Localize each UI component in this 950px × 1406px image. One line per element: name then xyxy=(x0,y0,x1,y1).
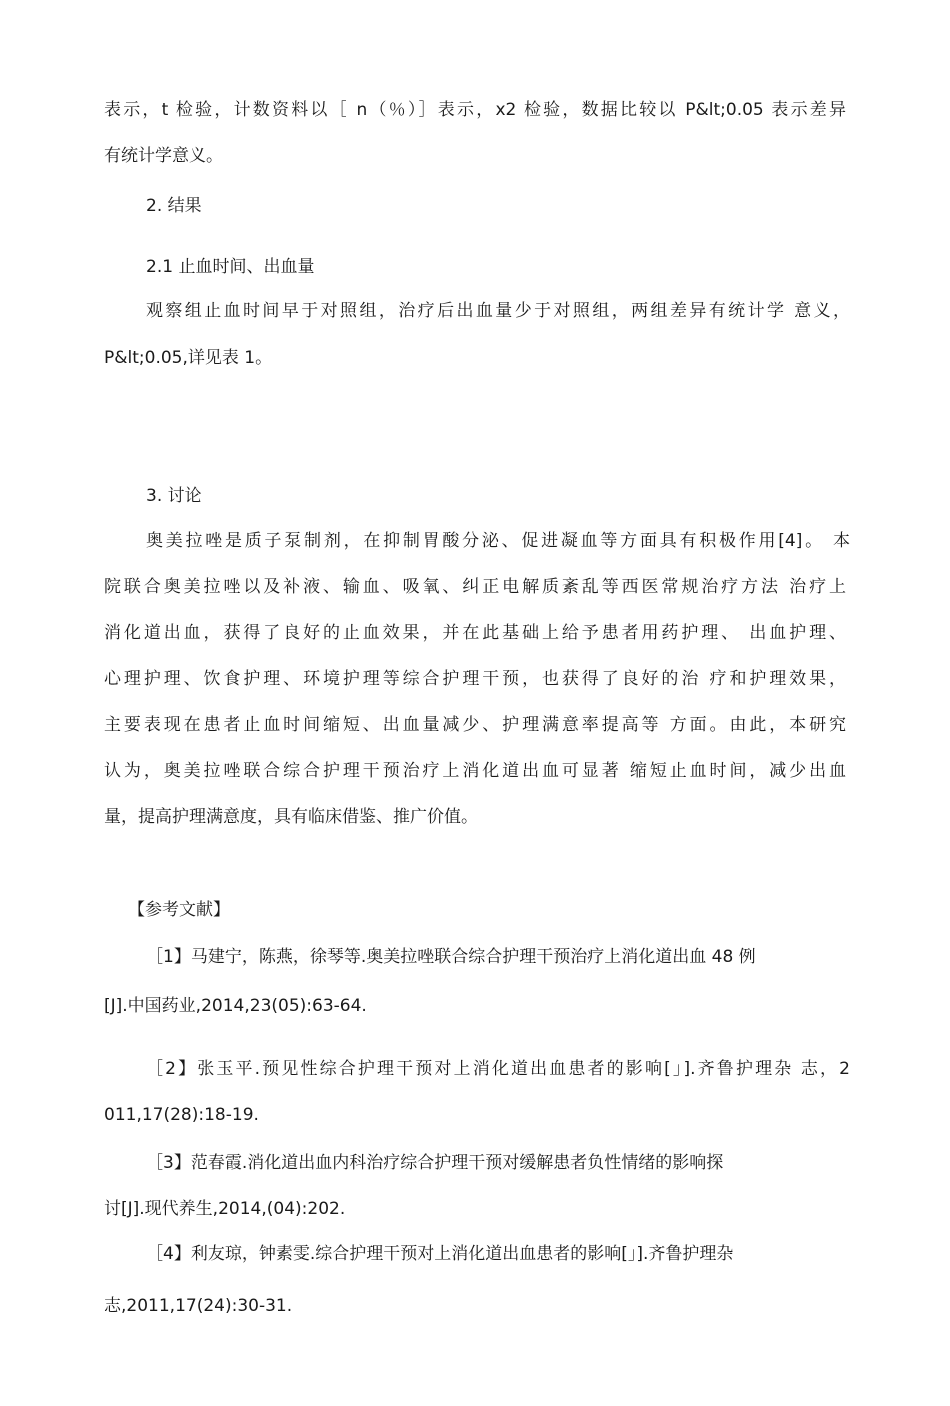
references-heading: 【参考文献】 xyxy=(128,900,230,920)
discussion-line-1: 奥美拉唑是质子泵制剂，在抑制胃酸分泌、促进凝血等方面具有积极作用[4]。 本 xyxy=(146,531,850,551)
discussion-line-4: 心理护理、饮食护理、环境护理等综合护理干预，也获得了良好的治 疗和护理效果， xyxy=(104,669,846,689)
discussion-heading: 3. 讨论 xyxy=(146,486,202,506)
reference-3-line-1: ［3】范春霞.消化道出血内科治疗综合护理干预对缓解患者负性情绪的影响探 xyxy=(146,1153,724,1173)
discussion-line-7: 量，提高护理满意度，具有临床借鉴、推广价值。 xyxy=(104,807,478,827)
reference-2-line-2: 011,17(28):18-19. xyxy=(104,1105,259,1125)
reference-4-line-2: 志,2011,17(24):30-31. xyxy=(104,1296,293,1316)
methods-line-1: 表示，t 检验，计数资料以［ n（％）］表示，x2 检验，数据比较以 P&lt;0.05 表示差异 xyxy=(104,100,846,120)
results-paragraph-line-2: P&lt;0.05,详见表 1。 xyxy=(104,348,273,368)
discussion-line-5: 主要表现在患者止血时间缩短、出血量减少、护理满意率提高等 方面。由此，本研究 xyxy=(104,715,846,735)
discussion-line-3: 消化道出血，获得了良好的止血效果，并在此基础上给予患者用药护理、 出血护理、 xyxy=(104,623,846,643)
methods-line-2: 有统计学意义。 xyxy=(104,146,223,166)
reference-4-line-1: ［4】利友琼，钟素雯.综合护理干预对上消化道出血患者的影响[」].齐鲁护理杂 xyxy=(146,1244,734,1264)
discussion-line-6: 认为，奥美拉唑联合综合护理干预治疗上消化道出血可显著 缩短止血时间，减少出血 xyxy=(104,761,846,781)
results-subheading: 2.1 止血时间、出血量 xyxy=(146,257,315,277)
discussion-line-2: 院联合奥美拉唑以及补液、输血、吸氧、纠正电解质紊乱等西医常规治疗方法 治疗上 xyxy=(104,577,846,597)
reference-1-line-1: ［1】马建宁，陈燕，徐琴等.奥美拉唑联合综合护理干预治疗上消化道出血 48 例 xyxy=(146,947,756,967)
reference-2-line-1: ［2】张玉平.预见性综合护理干预对上消化道出血患者的影响[」].齐鲁护理杂 志，2 xyxy=(146,1059,850,1079)
results-paragraph-line-1: 观察组止血时间早于对照组，治疗后出血量少于对照组，两组差异有统计学 意义， xyxy=(146,301,850,321)
reference-1-line-2: [J].中国药业,2014,23(05):63-64. xyxy=(104,996,367,1016)
reference-3-line-2: 讨[J].现代养生,2014,(04):202. xyxy=(104,1199,346,1219)
results-heading: 2. 结果 xyxy=(146,196,202,216)
